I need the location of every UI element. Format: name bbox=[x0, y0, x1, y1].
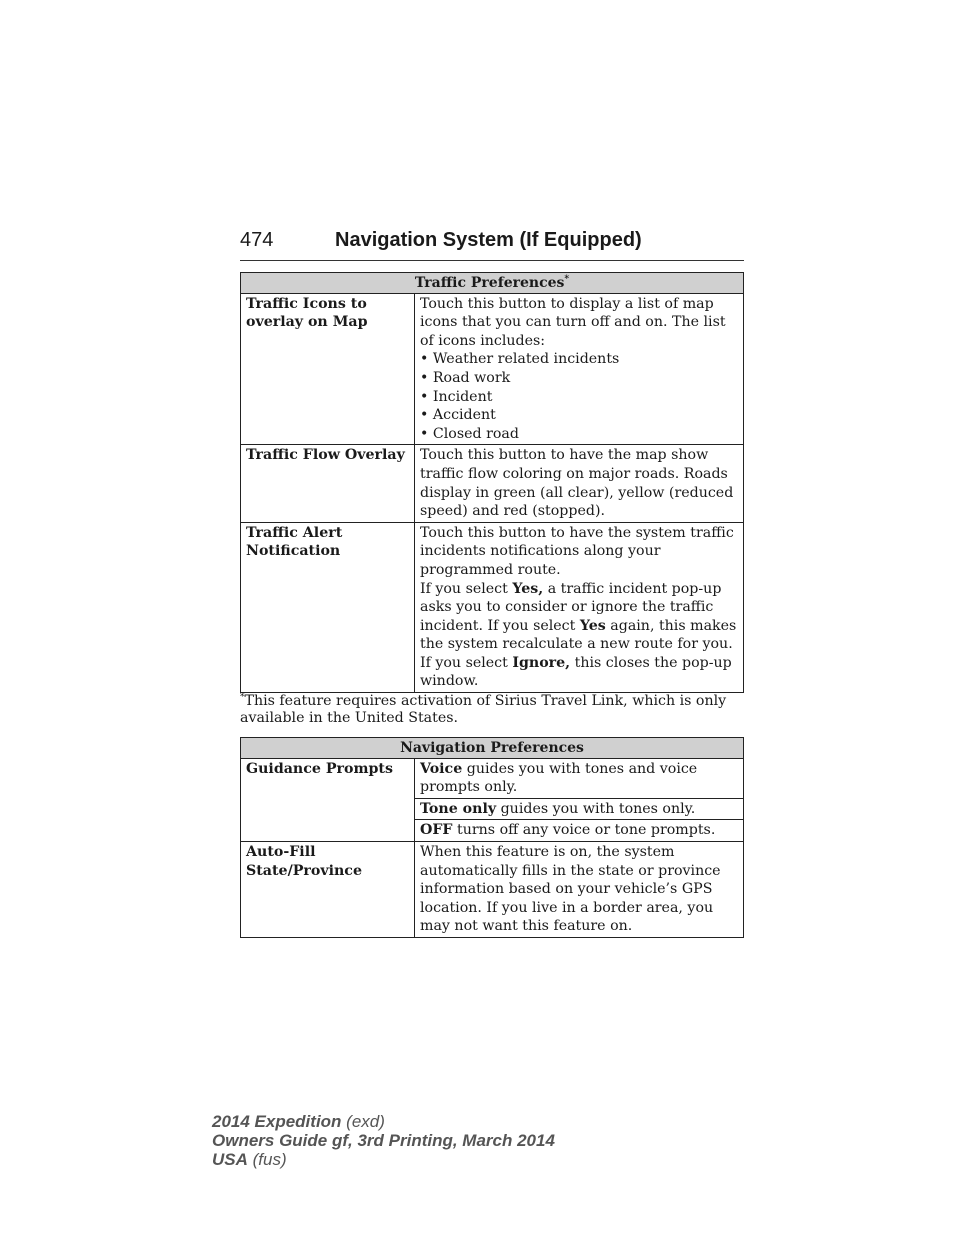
option-term: OFF bbox=[420, 822, 453, 839]
traffic-table-title: Traffic Preferences* bbox=[241, 273, 744, 294]
row-description: Touch this button to have the map show traffic flow coloring on major roads. Roads display in green (all clear), yellow (reduced speed) and red (stopped). bbox=[415, 445, 744, 522]
navigation-table-title: Navigation Preferences bbox=[241, 738, 744, 759]
table-row bbox=[241, 841, 744, 937]
row-text: turns off any voice or tone prompts. bbox=[452, 822, 716, 839]
row-text: a traffic incident pop-up asks you to consider or ignore the traffic incident. If you select bbox=[420, 580, 722, 634]
footer-line bbox=[212, 1131, 555, 1150]
row-text: If you select bbox=[420, 580, 513, 597]
footer-code: (fus) bbox=[247, 1150, 287, 1169]
row-description bbox=[415, 758, 744, 798]
footer-line bbox=[212, 1150, 555, 1169]
table-row bbox=[241, 445, 744, 522]
emphasis: Yes bbox=[579, 617, 606, 634]
row-label: Guidance Prompts bbox=[241, 758, 415, 841]
list-item: • Closed road bbox=[420, 425, 519, 442]
traffic-preferences-table bbox=[240, 272, 744, 693]
footer-market: USA bbox=[212, 1150, 248, 1169]
footnote-marker: * bbox=[240, 692, 245, 703]
row-description bbox=[415, 820, 744, 842]
footer-code: (exd) bbox=[341, 1112, 385, 1131]
row-text: If you select bbox=[420, 654, 513, 671]
footnote-text: This feature requires activation of Sirius Travel Link, which is only available in the United States. bbox=[240, 693, 727, 726]
row-text: guides you with tones only. bbox=[496, 800, 696, 817]
list-item: • Incident bbox=[420, 388, 493, 405]
navigation-preferences-table bbox=[240, 737, 744, 938]
row-label: Traffic Alert Notification bbox=[241, 522, 415, 692]
footer-model: 2014 Expedition bbox=[212, 1112, 342, 1131]
footnote-marker: * bbox=[564, 274, 570, 285]
list-item: • Weather related incidents bbox=[420, 351, 620, 368]
footer-edition: Owners Guide gf, 3rd Printing, March 2014 bbox=[212, 1131, 555, 1150]
section-title: Navigation System (If Equipped) bbox=[335, 229, 642, 251]
list-item: • Accident bbox=[420, 407, 496, 424]
row-description: When this feature is on, the system automatically fills in the state or province information based on your vehicle’s GPS location. If you live in a border area, you may not want this feature on. bbox=[415, 841, 744, 937]
option-term: Voice bbox=[420, 760, 463, 777]
row-label: Traffic Flow Overlay bbox=[241, 445, 415, 522]
table-row bbox=[241, 293, 744, 445]
footnote bbox=[240, 693, 744, 727]
page-header bbox=[240, 229, 744, 261]
row-description bbox=[415, 293, 744, 445]
page-footer bbox=[212, 1112, 555, 1169]
row-text: again, this makes the system recalculate a new route for you. bbox=[420, 617, 737, 653]
row-label: Auto-Fill State/Province bbox=[241, 841, 415, 937]
emphasis: Yes, bbox=[512, 580, 544, 597]
option-term: Tone only bbox=[420, 800, 497, 817]
row-text: Touch this button to have the system traffic incidents notifications along your programmed route. bbox=[420, 524, 734, 578]
row-description bbox=[415, 522, 744, 692]
table-row bbox=[241, 758, 744, 798]
list-item: • Road work bbox=[420, 369, 511, 386]
page-number: 474 bbox=[240, 229, 274, 251]
row-text: guides you with tones and voice prompts only. bbox=[420, 760, 698, 796]
row-description bbox=[415, 798, 744, 820]
row-label: Traffic Icons to overlay on Map bbox=[241, 293, 415, 445]
row-text: this closes the pop-up window. bbox=[420, 654, 732, 690]
footer-line bbox=[212, 1112, 555, 1131]
emphasis: Ignore, bbox=[512, 654, 571, 671]
table-row bbox=[241, 522, 744, 692]
row-text: Touch this button to display a list of map icons that you can turn off and on. The list of icons includes: bbox=[420, 295, 726, 349]
